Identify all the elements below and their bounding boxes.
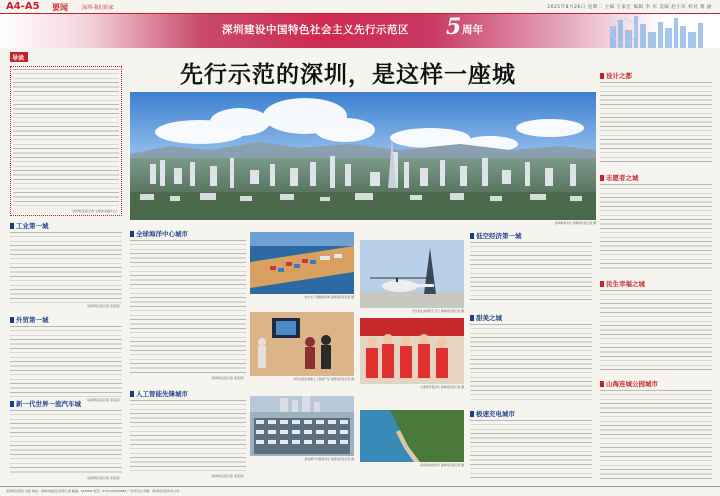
section-lines bbox=[10, 232, 122, 304]
section-byline: （深圳特区报记者 某某某） bbox=[85, 304, 122, 308]
section-marker bbox=[600, 175, 604, 181]
helicopter-photo bbox=[360, 240, 464, 308]
section-marker bbox=[470, 411, 474, 417]
ai-caption: 市民在展会体验人工智能产品 深圳特区报记者 摄 bbox=[293, 377, 354, 381]
banner-title: 深圳建设中国特色社会主义先行示范区 bbox=[222, 24, 409, 36]
section-title: 极速充电城市 bbox=[470, 410, 592, 418]
volunteer-photo bbox=[360, 318, 464, 384]
section-byline: （深圳特区报记者 某某某） bbox=[85, 476, 122, 480]
section-byline: （深圳特区报记者 某某某） bbox=[209, 376, 246, 380]
right-section-3 bbox=[600, 280, 712, 374]
masthead bbox=[0, 0, 720, 14]
cars-photo bbox=[250, 396, 354, 456]
skyline-graphic bbox=[600, 14, 720, 48]
left-section-3 bbox=[10, 400, 122, 484]
section-title: 工业第一城 bbox=[10, 222, 122, 230]
intro-text bbox=[10, 66, 122, 216]
volunteer-caption: 志愿者开展活动 深圳特区报记者 摄 bbox=[420, 385, 464, 389]
section-lines bbox=[600, 290, 712, 370]
port-photo bbox=[250, 232, 354, 294]
center-section-3 bbox=[470, 410, 592, 484]
dateline: 2025年8月26日 星期二 主编 王家宏 编辑 李 军 美编 赵小军 校对 黎 丽 bbox=[547, 5, 712, 10]
cars-caption: 新能源汽车整装待发 深圳特区报记者 摄 bbox=[304, 457, 354, 461]
section-marker bbox=[600, 73, 604, 79]
section-lines bbox=[10, 410, 122, 476]
banner-five: 5 bbox=[446, 14, 462, 40]
section-marker bbox=[470, 233, 474, 239]
center-section-2 bbox=[470, 314, 592, 404]
right-section-1 bbox=[600, 72, 712, 168]
helicopter-caption: 直升机在深圳低空飞行 深圳特区报记者 摄 bbox=[411, 309, 464, 313]
section-title: 设计之都 bbox=[600, 72, 712, 80]
section-marker bbox=[10, 223, 14, 229]
main-photo-caption: 深圳城市风光 深圳特区报记者 摄 bbox=[555, 221, 596, 225]
section-marker bbox=[470, 315, 474, 321]
coast-caption: 深圳海岸线风光 深圳特区报记者 摄 bbox=[420, 463, 464, 467]
section-title: 山海连城公园城市 bbox=[600, 380, 712, 388]
section-title: 新一代世界一流汽车城 bbox=[10, 400, 122, 408]
headline: 先行示范的深圳，是这样一座城 bbox=[180, 61, 516, 88]
center-section-1 bbox=[470, 232, 592, 306]
section-title: 民生幸福之城 bbox=[600, 280, 712, 288]
section-lines bbox=[600, 184, 712, 270]
section-marker bbox=[10, 401, 14, 407]
editor-note-badge: 导读 bbox=[10, 52, 28, 62]
section-lines bbox=[470, 420, 592, 480]
page-number: A4-A5 bbox=[6, 1, 40, 12]
intro-lines bbox=[13, 69, 119, 209]
section-lines bbox=[10, 326, 122, 398]
left-section-1 bbox=[10, 222, 122, 310]
section-lines bbox=[130, 240, 246, 376]
middle-section-1 bbox=[130, 230, 246, 386]
section-title: 甜美之城 bbox=[470, 314, 592, 322]
coast-photo bbox=[360, 410, 464, 462]
intro-byline: （深圳特区报记者 全媒体采编中心） bbox=[70, 209, 119, 213]
section-marker bbox=[130, 231, 134, 237]
section-title: 低空经济第一城 bbox=[470, 232, 592, 240]
middle-section-2 bbox=[130, 390, 246, 484]
section-byline: （深圳特区报记者 某某某） bbox=[209, 474, 246, 478]
ai-exhibition-photo bbox=[250, 312, 354, 376]
section-lines bbox=[470, 324, 592, 400]
port-caption: 蛇口太子湾邮轮母港 深圳特区报记者 摄 bbox=[304, 295, 354, 299]
right-section-2 bbox=[600, 174, 712, 274]
section-lines bbox=[600, 82, 712, 164]
section-lines bbox=[470, 242, 592, 302]
left-section-2 bbox=[10, 316, 122, 404]
section-name: 要闻 bbox=[52, 3, 68, 12]
section-marker bbox=[600, 381, 604, 387]
section-title: 人工智能先锋城市 bbox=[130, 390, 246, 398]
section-title: 志愿者之城 bbox=[600, 174, 712, 182]
main-city-photo bbox=[130, 92, 596, 220]
banner-tail: 周年 bbox=[462, 24, 483, 36]
section-marker bbox=[130, 391, 134, 397]
section-lines bbox=[130, 400, 246, 474]
section-marker bbox=[10, 317, 14, 323]
section-marker bbox=[600, 281, 604, 287]
right-section-4 bbox=[600, 380, 712, 484]
section-title: 外贸第一城 bbox=[10, 316, 122, 324]
section-title: 全球海洋中心城市 bbox=[130, 230, 246, 238]
footer: 深圳特区报社 出版 地址：深圳市福田区深南大道 邮编：518009 电话：0755-83518888 广告许可证 印刷：深圳特区报印务公司 bbox=[0, 486, 720, 496]
slogan: 深圳·我们的家 bbox=[82, 5, 114, 11]
section-byline: （深圳特区报记者 某某某） bbox=[85, 398, 122, 402]
section-lines bbox=[600, 390, 712, 480]
